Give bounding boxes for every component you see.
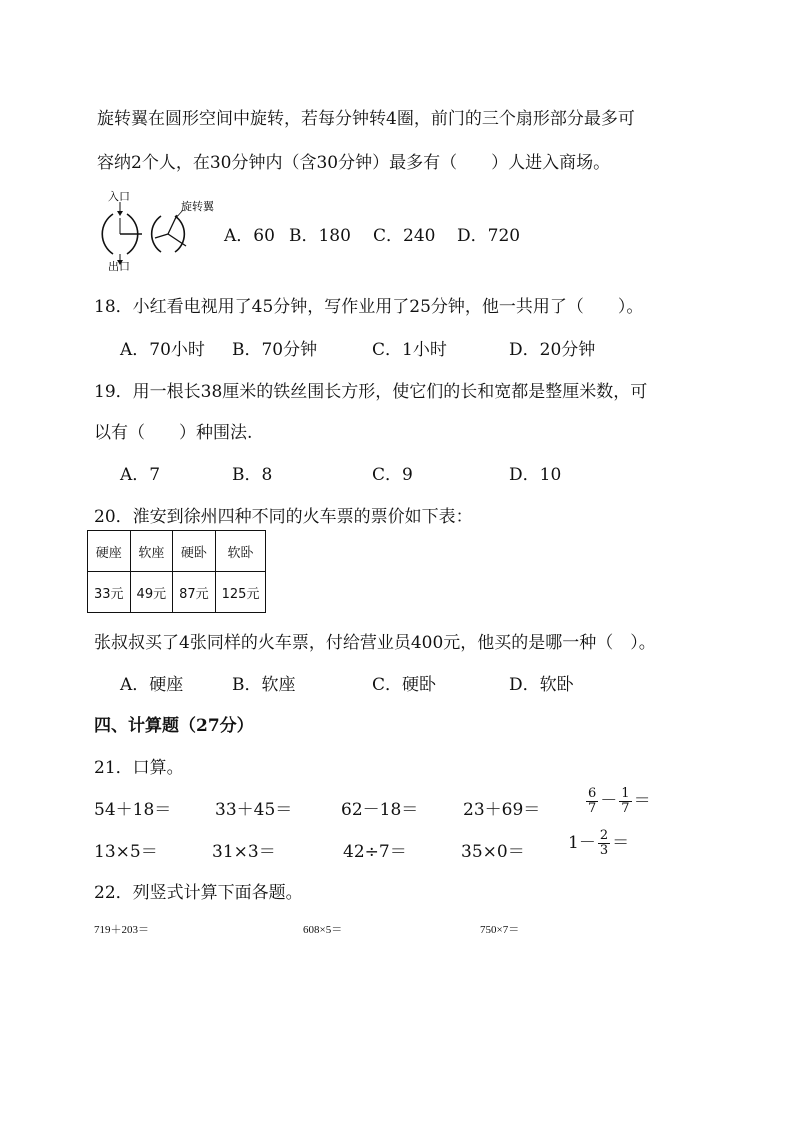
q19-option-d: D．10 [509, 465, 562, 485]
table-cell: 软座 [130, 531, 173, 572]
table-cell: 硬座 [88, 531, 131, 572]
q21-r2-fraction: 1－ $\frac{2}{3}$ ＝ [568, 828, 630, 858]
q21-r2-c3: 42÷7＝ [343, 842, 407, 862]
q18-text: 18．小红看电视用了45分钟，写作业用了25分钟，他一共用了（ ）。 [94, 297, 644, 317]
table-cell: 硬卧 [173, 531, 216, 572]
q17-line1: 旋转翼在圆形空间中旋转，若每分钟转4圈，前门的三个扇形部分最多可 [97, 109, 635, 129]
q21-r1-c1: 54＋18＝ [94, 800, 172, 820]
table-cell: 125元 [215, 572, 266, 613]
q17-option-c: C．240 [373, 226, 436, 246]
q21-r2-c4: 35×0＝ [461, 842, 525, 862]
table-cell: 33元 [88, 572, 131, 613]
table-cell: 87元 [173, 572, 216, 613]
q18-option-d: D．20分钟 [509, 340, 596, 360]
q21-r2-c2: 31×3＝ [212, 842, 276, 862]
q17-option-b: B．180 [289, 226, 351, 246]
q19-line1: 19．用一根长38厘米的铁丝围长方形，使它们的长和宽都是整厘米数，可 [94, 382, 648, 402]
revolving-door-diagram [95, 188, 214, 273]
q22-item-1: 719＋203＝ [94, 924, 149, 936]
wing-label: 旋转翼 [181, 200, 214, 213]
q21-r1-fraction: $\frac{6}{7}$ － $\frac{1}{7}$ ＝ [588, 786, 651, 816]
q18-option-c: C．1小时 [372, 340, 447, 360]
q19-line2: 以有（ ）种围法. [94, 423, 253, 443]
q18-option-a: A．70小时 [120, 340, 205, 360]
ticket-price-table [87, 530, 266, 613]
q22-item-3: 750×7＝ [480, 924, 520, 936]
q17-line2: 容纳2个人，在30分钟内（含30分钟）最多有（ ）人进入商场。 [97, 153, 611, 173]
q22-title: 22．列竖式计算下面各题。 [94, 883, 303, 903]
entrance-label: 入口 [108, 190, 130, 203]
table-cell: 软卧 [215, 531, 266, 572]
q20-option-d: D．软卧 [509, 675, 574, 695]
q20-option-b: B．软座 [232, 675, 296, 695]
q22-item-2: 608×5＝ [303, 924, 343, 936]
q20-question: 张叔叔买了4张同样的火车票，付给营业员400元，他买的是哪一种（ ）。 [94, 633, 656, 653]
table-row [88, 531, 266, 572]
q18-option-b: B．70分钟 [232, 340, 318, 360]
q21-r1-c3: 62－18＝ [341, 800, 419, 820]
q21-r1-c2: 33＋45＝ [215, 800, 293, 820]
q21-r1-c4: 23＋69＝ [463, 800, 541, 820]
q21-title: 21．口算。 [94, 758, 184, 778]
exit-label: 出口 [108, 260, 130, 273]
q21-r2-c1: 13×5＝ [94, 842, 158, 862]
q17-option-d: D．720 [457, 226, 521, 246]
q19-option-c: C．9 [372, 465, 413, 485]
q20-option-a: A．硬座 [120, 675, 184, 695]
q19-option-a: A．7 [120, 465, 161, 485]
q20-text: 20．淮安到徐州四种不同的火车票的票价如下表： [94, 507, 473, 527]
q20-option-c: C．硬卧 [372, 675, 437, 695]
section-title: 四、计算题（27分） [94, 716, 254, 736]
table-cell: 49元 [130, 572, 173, 613]
q19-option-b: B．8 [232, 465, 273, 485]
q17-option-a: A．60 [224, 226, 275, 246]
table-row [88, 572, 266, 613]
